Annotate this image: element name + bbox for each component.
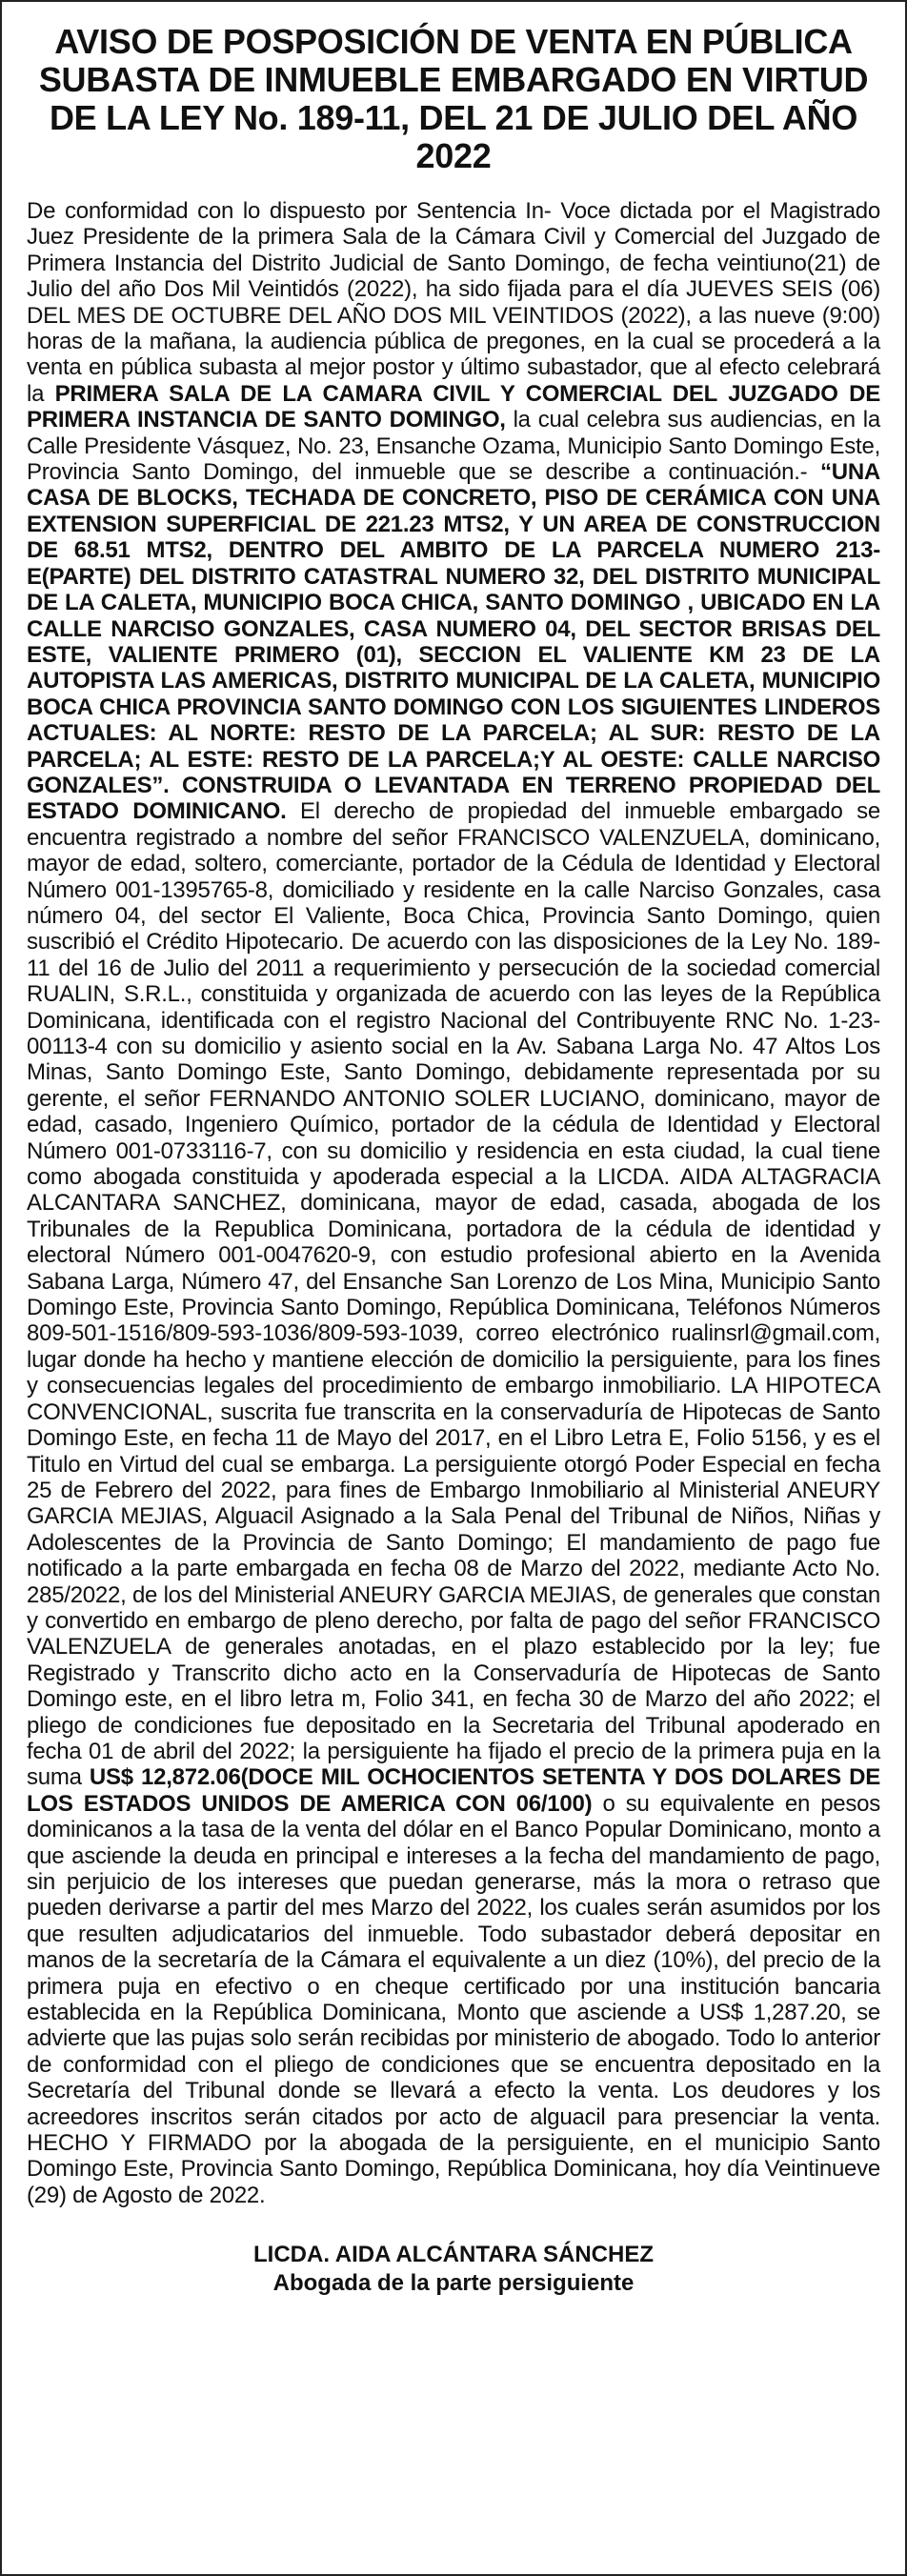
body-segment-2: la cual celebra sus audiencias, en la Calle Presidente Vásquez, No. 23, Ensanche Ozama, Municipio Santo Domingo Este, Provincia Santo Domingo, del inmueble que se describe a continuación.- bbox=[27, 407, 880, 486]
body-segment-4: o su equivalente en pesos dominicanos a la tasa de la venta del dólar en el Banco Popular Dominicano, monto a que asciende la deuda en principal e intereses a la fecha del mandamiento de pago, sin perjuicio de los intereses que puedan generarse, más la mora o retraso que pueden derivarse a partir del mes Marzo del 2022, los cuales serán asumidos por los que resulten adjudicatarios del inmueble. Todo subastador deberá depositar en manos de la secretaría de la Cámara el equivalente a un diez (10%), del precio de la primera puja en efectivo o en cheque certificado por una institución bancaria establecida en la República Dominicana, Monto que asciende a US$ 1,287.20, se advierte que las pujas solo serán recibidas por ministerio de abogado. Todo lo anterior de conformidad con el pliego de condiciones que se encuentra depositado en la Secretaría del Tribunal donde se llevará a efecto la venta. Los deudores y los acreedores inscritos serán citados por acto de alguacil para presenciar la venta. HECHO Y FIRMADO por la abogada de la persiguiente, en el municipio Santo Domingo Este, Provincia Santo Domingo, República Dominicana, hoy día Veintinueve (29) de Agosto de 2022. bbox=[27, 1790, 881, 2208]
signature-block bbox=[27, 2241, 880, 2298]
signature-role: Abogada de la parte persiguiente bbox=[272, 2270, 635, 2297]
body-bold-property-description: “UNA CASA DE BLOCKS, TECHADA DE CONCRETO, PISO DE CERÁMICA CON UNA EXTENSION SUPERFICIAL DE 221.23 MTS2, Y UN AREA DE CONSTRUCCION DE 68.51 MTS2, DENTRO DEL AMBITO DE LA PARCELA NUMERO 213-E(PARTE) DEL DISTRITO CATASTRAL NUMERO 32, DEL DISTRITO MUNICIPAL DE LA CALETA, MUNICIPIO BOCA CHICA, SANTO DOMINGO , UBICADO EN LA CALLE NARCISO GONZALES, CASA NUMERO 04, DEL SECTOR BRISAS DEL ESTE, VALIENTE PRIMERO (01), SECCION EL VALIENTE KM 23 DE LA AUTOPISTA LAS AMERICAS, DISTRITO MUNICIPAL DE LA CALETA, MUNICIPIO BOCA CHICA PROVINCIA SANTO DOMINGO CON LOS SIGUIENTES LINDEROS ACTUALES: AL NORTE: RESTO DE LA PARCELA; AL SUR: RESTO DE LA PARCELA; AL ESTE: RESTO DE LA PARCELA;Y AL OESTE: CALLE NARCISO GONZALES”. CONSTRUIDA O LEVANTADA EN TERRENO PROPIEDAD DEL ESTADO DOMINICANO. bbox=[27, 459, 880, 825]
signature-name: LICDA. AIDA ALCÁNTARA SÁNCHEZ bbox=[253, 2242, 654, 2268]
notice-body bbox=[27, 198, 880, 2208]
body-bold-court-name: PRIMERA SALA DE LA CAMARA CIVIL Y COMERCIAL DEL JUZGADO DE PRIMERA INSTANCIA DE SANTO DOMINGO, bbox=[27, 380, 880, 433]
notice-title: AVISO DE POSPOSICIÓN DE VENTA EN PÚBLICA SUBASTA DE INMUEBLE EMBARGADO EN VIRTUD DE LA LEY No. 189-11, DEL 21 DE JULIO DEL AÑO 2022 bbox=[38, 22, 869, 175]
body-segment-1: De conformidad con lo dispuesto por Sentencia In- Voce dictada por el Magistrado Juez Presidente de la primera Sala de la Cámara Civil y Comercial del Juzgado de Primera Instancia del Distrito Judicial de Santo Domingo, de fecha veintiuno(21) de Julio del año Dos Mil Veintidós (2022), ha sido fijada para el día JUEVES SEIS (06) DEL MES DE OCTUBRE DEL AÑO DOS MIL VEINTIDOS (2022), a las nueve (9:00) horas de la mañana, la audiencia pública de pregones, en la cual se procederá a la venta en pública subasta al mejor postor y último subastador, que al efecto celebrará la bbox=[27, 198, 880, 407]
body-bold-first-bid-price: US$ 12,872.06(DOCE MIL OCHOCIENTOS SETENTA Y DOS DOLARES DE LOS ESTADOS UNIDOS DE AMERICA CON 06/100) bbox=[27, 1764, 880, 1817]
body-segment-3: El derecho de propiedad del inmueble embargado se encuentra registrado a nombre del señor FRANCISCO VALENZUELA, dominicano, mayor de edad, soltero, comerciante, portador de la Cédula de Identidad y Electoral Número 001-1395765-8, domiciliado y residente en la calle Narciso Gonzales, casa número 04, del sector El Valiente, Boca Chica, Provincia Santo Domingo, quien suscribió el Crédito Hipotecario. De acuerdo con las disposiciones de la Ley No. 189-11 del 16 de Julio del 2011 a requerimiento y persecución de la sociedad comercial RUALIN, S.R.L., constituida y organizada de acuerdo con las leyes de la República Dominicana, identificada con el registro Nacional del Contribuyente RNC No. 1-23-00113-4 con su domicilio y asiento social en la Av. Sabana Larga No. 47 Altos Los Minas, Santo Domingo Este, Santo Domingo, debidamente representada por su gerente, el señor FERNANDO ANTONIO SOLER LUCIANO, dominicano, mayor de edad, casado, Ingeniero Químico, portador de la cédula de Identidad y Electoral Número 001-0733116-7, con su domicilio y residencia en esta ciudad, la cual tiene como abogada constituida y apoderada especial a la LICDA. AIDA ALTAGRACIA ALCANTARA SANCHEZ, dominicana, mayor de edad, casada, abogada de los Tribunales de la Republica Dominicana, portadora de la cédula de identidad y electoral Número 001-0047620-9, con estudio profesional abierto en la Avenida Sabana Larga, Número 47, del Ensanche San Lorenzo de Los Mina, Municipio Santo Domingo Este, Provincia Santo Domingo, República Dominicana, Teléfonos Números 809-501-1516/809-593-1036/809-593-1039, correo electrónico rualinsrl@gmail.com, lugar donde ha hecho y mantiene elección de domicilio la persiguiente, para los fines y consecuencias legales del procedimiento de embargo inmobiliario. LA HIPOTECA CONVENCIONAL, suscrita fue transcrita en la conservaduría de Hipotecas de Santo Domingo Este, en fecha 11 de Mayo del 2017, en el Libro Letra E, Folio 5156, y es el Titulo en Virtud del cual se embarga. La persiguiente otorgó Poder Especial en fecha 25 de Febrero del 2022, para fines de Embargo Inmobiliario al Ministerial ANEURY GARCIA MEJIAS, Alguacil Asignado a la Sala Penal del Tribunal de Niños, Niñas y Adolescentes de la Provincia de Santo Domingo; El mandamiento de pago fue notificado a la parte embargada en fecha 08 de Marzo del 2022, mediante Acto No. 285/2022, de los del Ministerial ANEURY GARCIA MEJIAS, de generales que constan y convertido en embargo de pleno derecho, por falta de pago del señor FRANCISCO VALENZUELA de generales anotadas, en el plazo establecido por la ley; fue Registrado y Transcrito dicho acto en la Conservaduría de Hipotecas de Santo Domingo este, en el libro letra m, Folio 341, en fecha 30 de Marzo del año 2022; el pliego de condiciones fue depositado en la Secretaria del Tribunal apoderado en fecha 01 de abril del 2022; la persiguiente ha fijado el precio de la primera puja en la suma bbox=[27, 798, 881, 1791]
